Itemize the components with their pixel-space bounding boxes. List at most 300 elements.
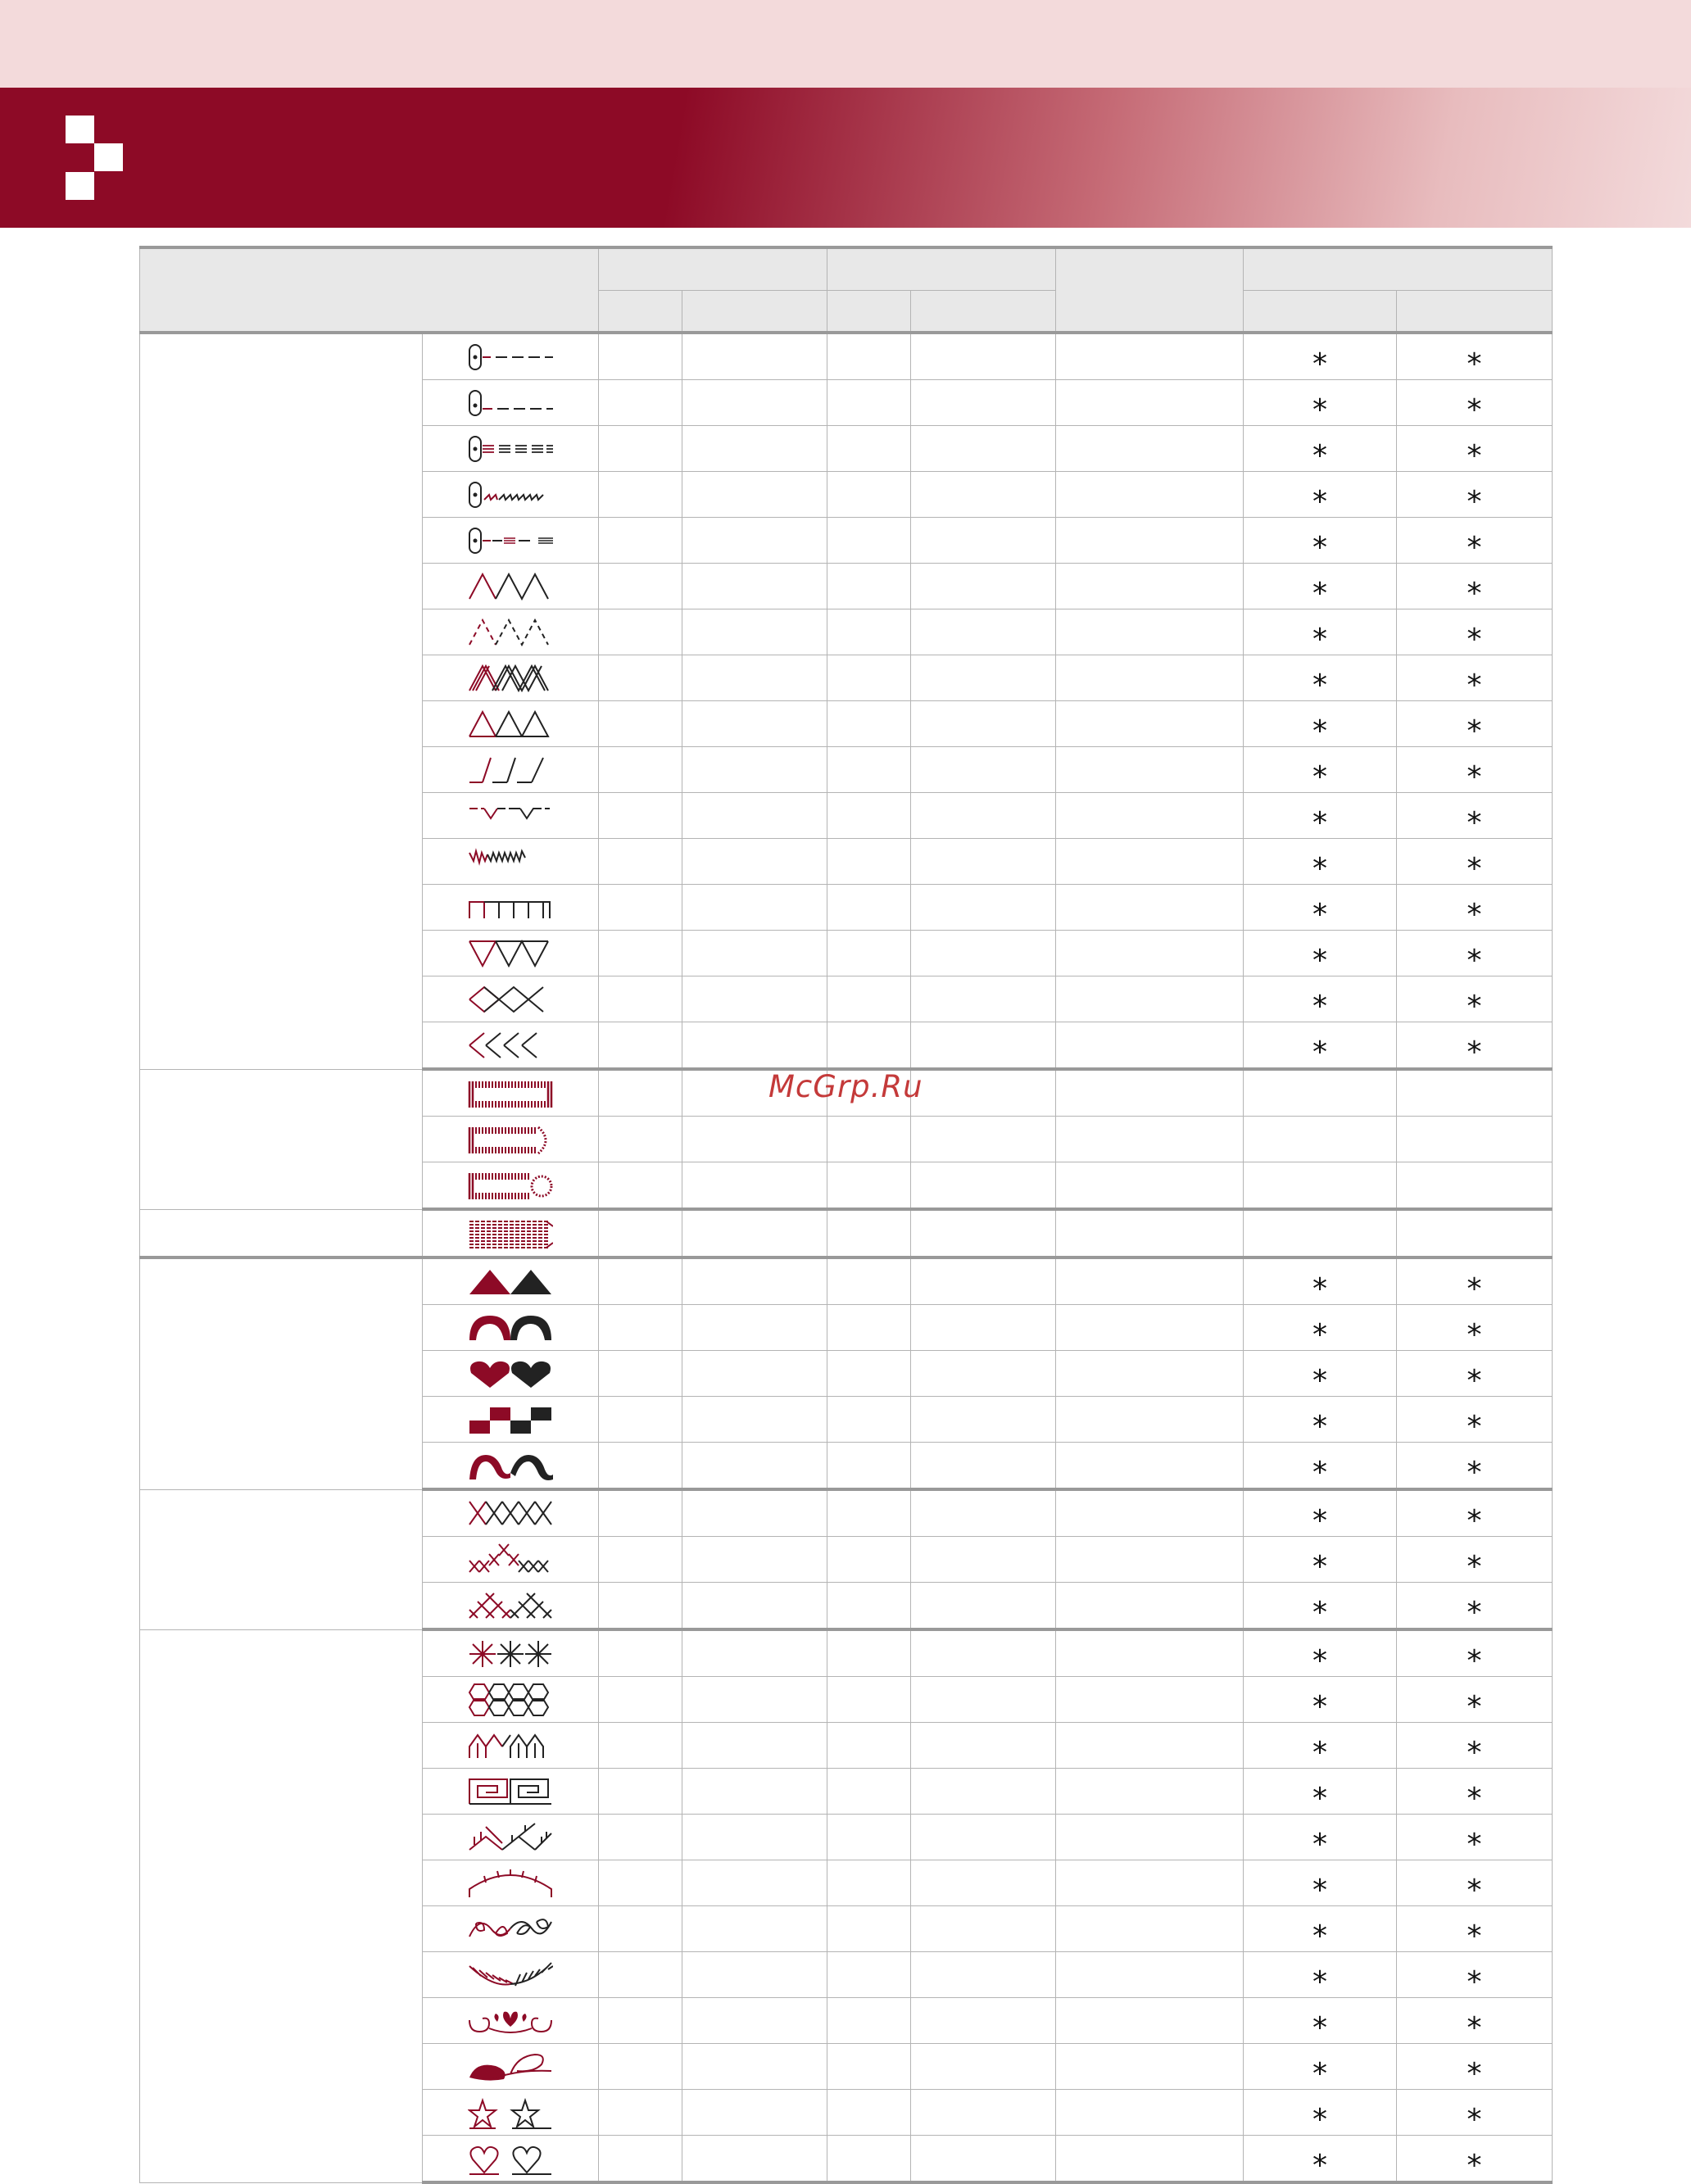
header-group-2 xyxy=(827,247,1056,291)
table-cell xyxy=(911,701,1056,747)
asterisk-cell xyxy=(1244,701,1397,747)
header-sub xyxy=(599,291,682,333)
asterisk-cell xyxy=(1397,1677,1553,1723)
table-cell xyxy=(599,839,682,885)
table-cell xyxy=(1056,1162,1244,1210)
asterisk-cell xyxy=(1397,1815,1553,1860)
header-group-1 xyxy=(599,247,827,291)
zigzag-tulip-icon xyxy=(423,1723,599,1769)
asterisk-cell xyxy=(1397,1489,1553,1537)
asterisk-cell xyxy=(1244,1860,1397,1906)
table-cell xyxy=(682,380,827,426)
asterisk: * xyxy=(1467,393,1482,427)
hearts-icon xyxy=(423,2136,599,2183)
asterisk: * xyxy=(1312,1828,1327,1861)
asterisk-cell xyxy=(1397,426,1553,472)
table-cell xyxy=(682,426,827,472)
asterisk: * xyxy=(1467,1504,1482,1538)
table-row xyxy=(140,333,1553,380)
table-cell xyxy=(911,1351,1056,1397)
asterisk-cell xyxy=(1397,747,1553,793)
fern-icon xyxy=(423,1952,599,1998)
table-cell xyxy=(827,839,911,885)
stretch-stitch-icon xyxy=(423,472,599,518)
asterisk: * xyxy=(1467,1550,1482,1584)
asterisk-cell xyxy=(1397,1629,1553,1677)
asterisk-cell xyxy=(1244,564,1397,609)
table-cell xyxy=(682,976,827,1022)
asterisk: * xyxy=(1312,531,1327,564)
asterisk-cell xyxy=(1244,976,1397,1022)
table-cell xyxy=(1056,2044,1244,2090)
asterisk: * xyxy=(1312,1596,1327,1629)
table-cell xyxy=(1056,1677,1244,1723)
asterisk: * xyxy=(1467,668,1482,702)
table-cell xyxy=(911,793,1056,839)
asterisk: * xyxy=(1467,1644,1482,1678)
asterisk: * xyxy=(1312,1874,1327,1907)
blind-hem-icon xyxy=(423,701,599,747)
table-cell xyxy=(1056,1257,1244,1305)
table-cell xyxy=(1056,1769,1244,1815)
cross-stitch-row-icon xyxy=(423,1489,599,1537)
asterisk: * xyxy=(1312,439,1327,473)
table-cell xyxy=(1056,1443,1244,1490)
table-cell xyxy=(1056,1629,1244,1677)
asterisk-cell xyxy=(1397,2136,1553,2183)
asterisk: * xyxy=(1467,1364,1482,1398)
asterisk-cell xyxy=(1397,1906,1553,1952)
asterisk-cell xyxy=(1397,518,1553,564)
header-sub xyxy=(1397,291,1553,333)
asterisk-cell xyxy=(1244,1117,1397,1162)
category-cell xyxy=(140,1257,423,1489)
table-cell xyxy=(1056,1583,1244,1630)
asterisk-cell xyxy=(1244,1815,1397,1860)
table-cell xyxy=(599,333,682,380)
table-cell xyxy=(1056,564,1244,609)
table-cell xyxy=(1056,1069,1244,1117)
asterisk: * xyxy=(1312,944,1327,977)
asterisk: * xyxy=(1467,898,1482,931)
asterisk: * xyxy=(1312,668,1327,702)
table-cell xyxy=(682,1117,827,1162)
asterisk-cell xyxy=(1397,1069,1553,1117)
table-cell xyxy=(911,1860,1056,1906)
table-cell xyxy=(1056,885,1244,931)
table-cell xyxy=(682,1860,827,1906)
asterisk-cell xyxy=(1244,1397,1397,1443)
table-cell xyxy=(911,1022,1056,1070)
darning-stitch-icon xyxy=(423,1209,599,1257)
table-cell xyxy=(682,2136,827,2183)
table-cell xyxy=(1056,931,1244,976)
asterisk-cell xyxy=(1244,472,1397,518)
header-sub xyxy=(1244,291,1397,333)
table-cell xyxy=(911,1906,1056,1952)
table-row xyxy=(140,1489,1553,1537)
asterisk-cell xyxy=(1244,747,1397,793)
table-cell xyxy=(827,1629,911,1677)
table-cell xyxy=(599,1583,682,1630)
table-cell xyxy=(827,931,911,976)
cross-stitch-overlock-icon xyxy=(423,976,599,1022)
table-cell xyxy=(911,1629,1056,1677)
table-cell xyxy=(827,1906,911,1952)
asterisk-cell xyxy=(1397,793,1553,839)
stars-icon xyxy=(423,2090,599,2136)
table-cell xyxy=(682,1906,827,1952)
table-cell xyxy=(599,931,682,976)
asterisk: * xyxy=(1467,1035,1482,1069)
asterisk: * xyxy=(1312,1504,1327,1538)
table-cell xyxy=(682,1629,827,1677)
table-cell xyxy=(599,1351,682,1397)
asterisk-cell xyxy=(1244,1443,1397,1490)
table-cell xyxy=(599,1022,682,1070)
table-cell xyxy=(1056,333,1244,380)
asterisk: * xyxy=(1312,2103,1327,2136)
leaf-swirl-icon xyxy=(423,2044,599,2090)
table-cell xyxy=(911,976,1056,1022)
header-group-4 xyxy=(1244,247,1553,291)
table-cell xyxy=(1056,472,1244,518)
table-cell xyxy=(1056,1998,1244,2044)
asterisk-cell xyxy=(1397,2044,1553,2090)
satin-triangle-icon xyxy=(423,1257,599,1305)
table-cell xyxy=(599,1397,682,1443)
asterisk-cell xyxy=(1244,426,1397,472)
table-cell xyxy=(599,1209,682,1257)
table-cell xyxy=(599,1998,682,2044)
asterisk: * xyxy=(1467,1456,1482,1489)
table-cell xyxy=(827,1583,911,1630)
asterisk: * xyxy=(1467,2149,1482,2182)
table-cell xyxy=(827,472,911,518)
table-cell xyxy=(599,1489,682,1537)
asterisk-cell xyxy=(1397,1583,1553,1630)
table-row xyxy=(140,1209,1553,1257)
asterisk-cell xyxy=(1397,1022,1553,1070)
table-cell xyxy=(827,1443,911,1490)
satin-checker-icon xyxy=(423,1397,599,1443)
table-cell xyxy=(682,655,827,701)
straight-stitch-needle-center-icon xyxy=(423,380,599,426)
table-cell xyxy=(911,1677,1056,1723)
asterisk: * xyxy=(1467,852,1482,886)
asterisk-cell xyxy=(1244,1162,1397,1210)
satin-heart-icon xyxy=(423,1351,599,1397)
table-cell xyxy=(682,2044,827,2090)
cross-stitch-staggered-icon xyxy=(423,1537,599,1583)
table-cell xyxy=(599,472,682,518)
table-cell xyxy=(911,518,1056,564)
table-cell xyxy=(1056,1209,1244,1257)
table-cell xyxy=(599,1952,682,1998)
elastic-blind-hem-icon xyxy=(423,747,599,793)
table-cell xyxy=(827,1998,911,2044)
asterisk-cell xyxy=(1244,380,1397,426)
asterisk: * xyxy=(1467,439,1482,473)
table-cell xyxy=(682,1022,827,1070)
table-cell xyxy=(682,1815,827,1860)
table-cell xyxy=(827,1952,911,1998)
asterisk-cell xyxy=(1244,1769,1397,1815)
table-cell xyxy=(827,747,911,793)
table-cell xyxy=(911,839,1056,885)
table-cell xyxy=(911,380,1056,426)
asterisk: * xyxy=(1312,623,1327,656)
table-cell xyxy=(682,1677,827,1723)
table-cell xyxy=(599,2136,682,2183)
table-cell xyxy=(1056,1952,1244,1998)
table-cell xyxy=(1056,2090,1244,2136)
asterisk-cell xyxy=(1244,1351,1397,1397)
asterisk-cell xyxy=(1244,1998,1397,2044)
asterisk-cell xyxy=(1244,1583,1397,1630)
table-cell xyxy=(911,1209,1056,1257)
table-cell xyxy=(911,333,1056,380)
asterisk-cell xyxy=(1244,885,1397,931)
top-strip xyxy=(0,0,1691,88)
satin-wave-icon xyxy=(423,1443,599,1490)
table-cell xyxy=(599,1257,682,1305)
asterisk-cell xyxy=(1244,1305,1397,1351)
asterisk: * xyxy=(1467,1690,1482,1724)
asterisk: * xyxy=(1312,1782,1327,1815)
asterisk: * xyxy=(1467,531,1482,564)
table-cell xyxy=(599,609,682,655)
table-cell xyxy=(599,747,682,793)
asterisk: * xyxy=(1467,1410,1482,1443)
table-cell xyxy=(911,1305,1056,1351)
table-cell xyxy=(682,793,827,839)
table-cell xyxy=(599,518,682,564)
asterisk-cell xyxy=(1244,1022,1397,1070)
table-cell xyxy=(599,1069,682,1117)
asterisk-cell xyxy=(1397,931,1553,976)
asterisk-cell xyxy=(1244,518,1397,564)
table-cell xyxy=(827,2136,911,2183)
asterisk-cell xyxy=(1244,1952,1397,1998)
asterisk-cell xyxy=(1397,1397,1553,1443)
asterisk-cell xyxy=(1397,1723,1553,1769)
table-cell xyxy=(1056,1022,1244,1070)
table-cell xyxy=(599,1117,682,1162)
asterisk: * xyxy=(1312,577,1327,610)
asterisk-cell xyxy=(1244,2136,1397,2183)
table-cell xyxy=(1056,976,1244,1022)
table-cell xyxy=(911,1489,1056,1537)
table-cell xyxy=(827,333,911,380)
table-cell xyxy=(827,885,911,931)
table-cell xyxy=(599,1305,682,1351)
table-cell xyxy=(682,1209,827,1257)
table-cell xyxy=(1056,1397,1244,1443)
asterisk-cell xyxy=(1397,839,1553,885)
asterisk-cell xyxy=(1244,1489,1397,1537)
table-cell xyxy=(911,1162,1056,1210)
header-stitch xyxy=(140,247,599,333)
table-cell xyxy=(827,564,911,609)
table-cell xyxy=(599,1162,682,1210)
table-cell xyxy=(911,1998,1056,2044)
table-cell xyxy=(827,609,911,655)
asterisk: * xyxy=(1467,1318,1482,1352)
asterisk: * xyxy=(1312,347,1327,381)
table-cell xyxy=(1056,1860,1244,1906)
table-cell xyxy=(682,1583,827,1630)
table-cell xyxy=(599,1815,682,1860)
table-cell xyxy=(599,564,682,609)
overlock-icon xyxy=(423,839,599,885)
three-step-zigzag-icon xyxy=(423,609,599,655)
flatlock-icon xyxy=(423,885,599,931)
table-cell xyxy=(1056,1815,1244,1860)
asterisk: * xyxy=(1467,347,1482,381)
scallop-edge-icon xyxy=(423,1860,599,1906)
asterisk-cell xyxy=(1397,1443,1553,1490)
table-cell xyxy=(911,1723,1056,1769)
asterisk: * xyxy=(1467,944,1482,977)
flourish-icon xyxy=(423,1998,599,2044)
asterisk-cell xyxy=(1397,609,1553,655)
table-cell xyxy=(911,885,1056,931)
table-cell xyxy=(599,1860,682,1906)
asterisk-cell xyxy=(1244,839,1397,885)
table-cell xyxy=(911,426,1056,472)
table-cell xyxy=(911,1257,1056,1305)
table-cell xyxy=(682,1397,827,1443)
table-cell xyxy=(682,1769,827,1815)
table-cell xyxy=(682,1305,827,1351)
table-cell xyxy=(599,701,682,747)
asterisk: * xyxy=(1467,1828,1482,1861)
table-cell xyxy=(827,2044,911,2090)
category-cell xyxy=(140,1489,423,1629)
asterisk-cell xyxy=(1244,333,1397,380)
asterisk: * xyxy=(1312,852,1327,886)
table-cell xyxy=(1056,609,1244,655)
straight-stitch-needle-left-icon xyxy=(423,333,599,380)
table-cell xyxy=(599,1677,682,1723)
asterisk-cell xyxy=(1244,1069,1397,1117)
greek-key-icon xyxy=(423,1769,599,1815)
asterisk-cell xyxy=(1244,1537,1397,1583)
asterisk-cell xyxy=(1244,1906,1397,1952)
triple-zigzag-icon xyxy=(423,655,599,701)
asterisk-cell xyxy=(1397,1162,1553,1210)
table-cell xyxy=(827,1815,911,1860)
table-cell xyxy=(1056,701,1244,747)
asterisk: * xyxy=(1312,1690,1327,1724)
asterisk-cell xyxy=(1397,655,1553,701)
table-cell xyxy=(682,2090,827,2136)
table-cell xyxy=(911,1117,1056,1162)
table-cell xyxy=(911,2044,1056,2090)
table-cell xyxy=(682,1443,827,1490)
buttonhole-keyhole-icon xyxy=(423,1162,599,1210)
table-cell xyxy=(682,839,827,885)
table-cell xyxy=(827,655,911,701)
asterisk: * xyxy=(1312,1919,1327,1953)
asterisk-cell xyxy=(1397,1305,1553,1351)
table-cell xyxy=(682,885,827,931)
asterisk-cell xyxy=(1244,1257,1397,1305)
asterisk-cell xyxy=(1397,1537,1553,1583)
asterisk: * xyxy=(1312,393,1327,427)
table-cell xyxy=(911,2136,1056,2183)
satin-scallop-icon xyxy=(423,1305,599,1351)
table-cell xyxy=(599,655,682,701)
table-cell xyxy=(911,1952,1056,1998)
table-cell xyxy=(682,564,827,609)
asterisk-cell xyxy=(1397,976,1553,1022)
table-cell xyxy=(682,333,827,380)
asterisk: * xyxy=(1312,1736,1327,1769)
table-cell xyxy=(911,1815,1056,1860)
table-cell xyxy=(827,2090,911,2136)
table-cell xyxy=(682,1257,827,1305)
asterisk-cell xyxy=(1397,2090,1553,2136)
table-cell xyxy=(827,1022,911,1070)
asterisk: * xyxy=(1467,806,1482,840)
brand-logo-icon xyxy=(66,116,123,200)
table-cell xyxy=(1056,2136,1244,2183)
table-cell xyxy=(827,1537,911,1583)
table-cell xyxy=(599,1629,682,1677)
table-cell xyxy=(599,1443,682,1490)
buttonhole-rounded-icon xyxy=(423,1117,599,1162)
asterisk: * xyxy=(1312,1364,1327,1398)
asterisk: * xyxy=(1312,1550,1327,1584)
table-cell xyxy=(1056,380,1244,426)
table-cell xyxy=(911,609,1056,655)
table-cell xyxy=(1056,1351,1244,1397)
table-row xyxy=(140,1257,1553,1305)
header-group-3 xyxy=(1056,247,1244,333)
asterisk: * xyxy=(1312,485,1327,519)
asterisk: * xyxy=(1312,1456,1327,1489)
table-cell xyxy=(911,1769,1056,1815)
category-cell xyxy=(140,333,423,1069)
asterisk: * xyxy=(1312,2057,1327,2091)
table-cell xyxy=(827,1769,911,1815)
asterisk-cell xyxy=(1244,1677,1397,1723)
table-cell xyxy=(599,1769,682,1815)
asterisk: * xyxy=(1312,806,1327,840)
buttonhole-square-icon xyxy=(423,1069,599,1117)
asterisk: * xyxy=(1467,990,1482,1023)
table-cell xyxy=(1056,1723,1244,1769)
asterisk-cell xyxy=(1244,609,1397,655)
table-cell xyxy=(827,1305,911,1351)
asterisk: * xyxy=(1312,990,1327,1023)
asterisk: * xyxy=(1312,1410,1327,1443)
asterisk-cell xyxy=(1397,1351,1553,1397)
table-cell xyxy=(682,701,827,747)
asterisk-cell xyxy=(1397,1769,1553,1815)
table-cell xyxy=(827,426,911,472)
table-cell xyxy=(1056,1117,1244,1162)
category-cell xyxy=(140,1629,423,2182)
asterisk-cell xyxy=(1244,1629,1397,1677)
asterisk: * xyxy=(1312,1318,1327,1352)
star-burst-icon xyxy=(423,1629,599,1677)
asterisk-cell xyxy=(1397,1952,1553,1998)
table-cell xyxy=(599,1906,682,1952)
table-cell xyxy=(682,1998,827,2044)
